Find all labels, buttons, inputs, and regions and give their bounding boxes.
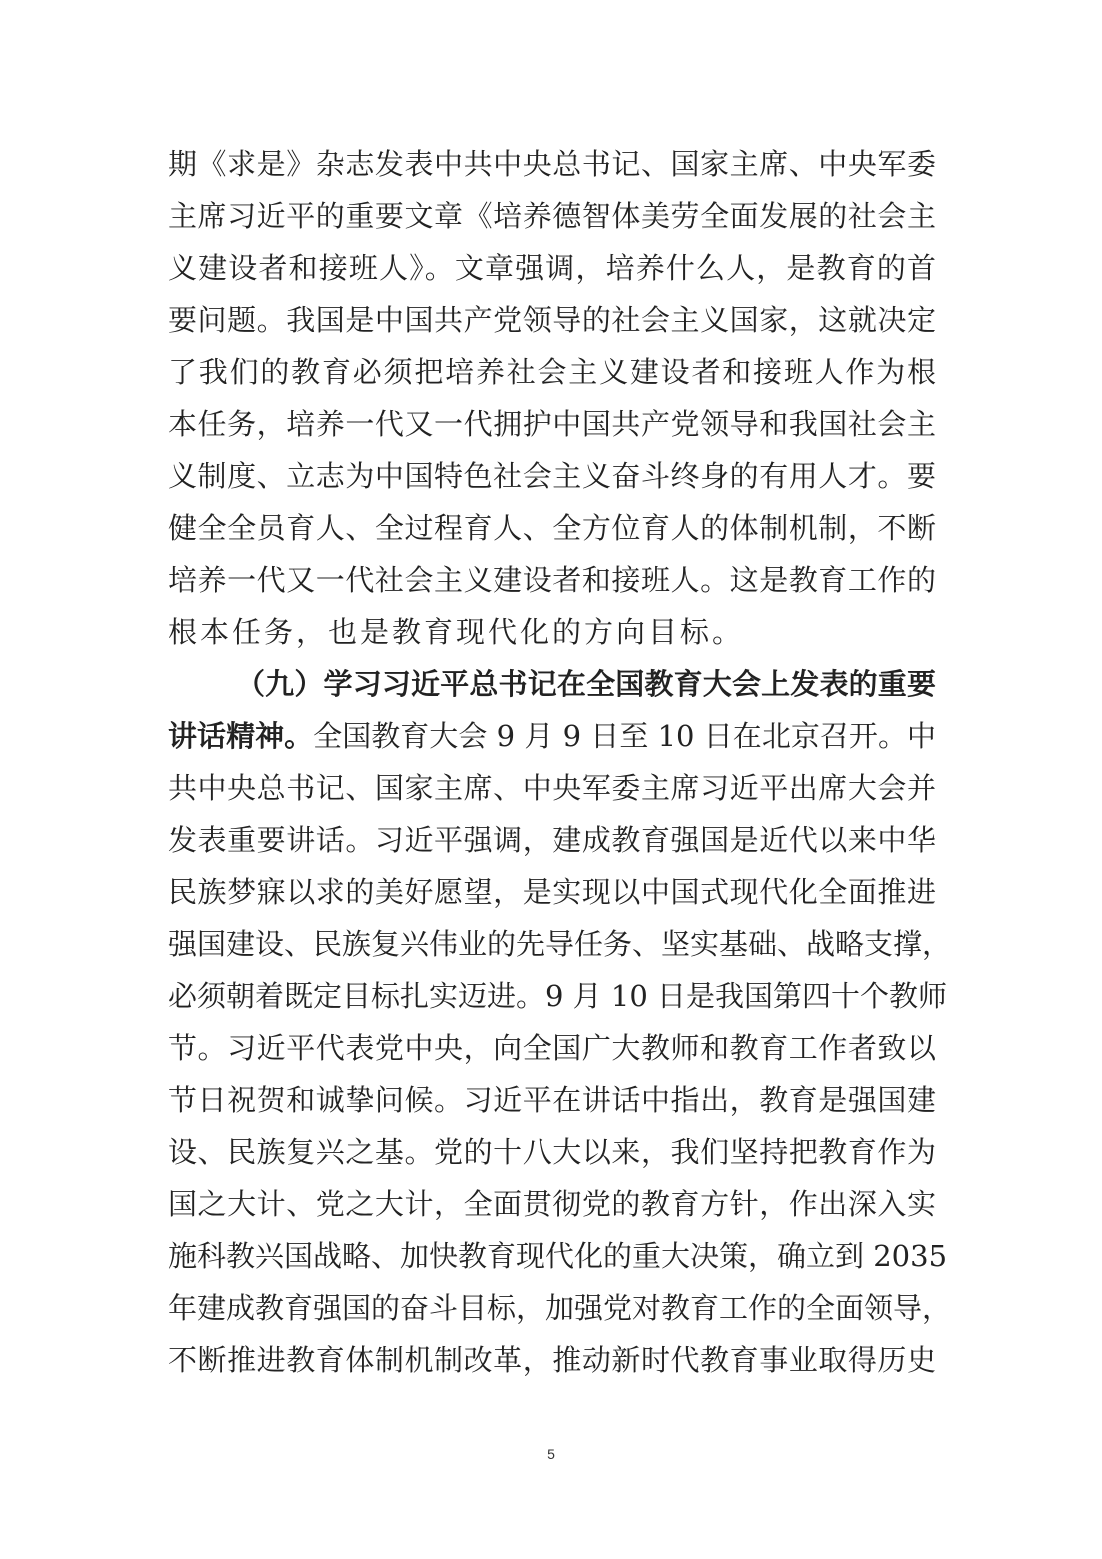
body-line: 国之大计、党之大计，全面贯彻党的教育方针，作出深入实 bbox=[168, 1187, 936, 1221]
body-line: 施科教兴国战略、加快教育现代化的重大决策，确立到 2035 bbox=[168, 1239, 948, 1273]
body-line: 主席习近平的重要文章《培养德智体美劳全面发展的社会主 bbox=[168, 199, 936, 233]
body-line: 民族梦寐以求的美好愿望，是实现以中国式现代化全面推进 bbox=[168, 875, 936, 909]
page-number: 5 bbox=[547, 1446, 555, 1462]
body-line: 本任务，培养一代又一代拥护中国共产党领导和我国社会主 bbox=[168, 407, 936, 441]
body-line: 了我们的教育必须把培养社会主义建设者和接班人作为根 bbox=[168, 355, 936, 389]
body-line: 义制度、立志为中国特色社会主义奋斗终身的有用人才。要 bbox=[168, 459, 936, 493]
body-line: 必须朝着既定目标扎实迈进。9 月 10 日是我国第四十个教师 bbox=[168, 979, 948, 1013]
body-line: 节日祝贺和诚挚问候。习近平在讲话中指出，教育是强国建 bbox=[168, 1083, 936, 1117]
section-heading-end: 讲话精神。 bbox=[168, 719, 314, 753]
section-heading-continuation bbox=[168, 714, 936, 758]
body-line: 要问题。我国是中国共产党领导的社会主义国家，这就决定 bbox=[168, 303, 936, 337]
body-line: 义建设者和接班人》。文章强调，培养什么人，是教育的首 bbox=[168, 251, 936, 285]
body-line: 节。习近平代表党中央，向全国广大教师和教育工作者致以 bbox=[168, 1031, 936, 1065]
body-line: 设、民族复兴之基。党的十八大以来，我们坚持把教育作为 bbox=[168, 1135, 936, 1169]
section-heading: （九）学习习近平总书记在全国教育大会上发表的重要 bbox=[236, 667, 936, 701]
body-text: 全国教育大会 9 月 9 日至 10 日在北京召开。中 bbox=[313, 719, 936, 753]
body-line: 强国建设、民族复兴伟业的先导任务、坚实基础、战略支撑， bbox=[168, 927, 952, 961]
body-line: 健全全员育人、全过程育人、全方位育人的体制机制，不断 bbox=[168, 511, 936, 545]
body-line: 期《求是》杂志发表中共中央总书记、国家主席、中央军委 bbox=[168, 147, 936, 181]
body-line: 培养一代又一代社会主义建设者和接班人。这是教育工作的 bbox=[168, 563, 936, 597]
body-line: 发表重要讲话。习近平强调，建成教育强国是近代以来中华 bbox=[168, 823, 936, 857]
body-line: 共中央总书记、国家主席、中央军委主席习近平出席大会并 bbox=[168, 771, 936, 805]
body-line: 不断推进教育体制机制改革，推动新时代教育事业取得历史 bbox=[168, 1343, 936, 1377]
body-line: 年建成教育强国的奋斗目标，加强党对教育工作的全面领导， bbox=[168, 1291, 952, 1325]
body-line: 根本任务，也是教育现代化的方向目标。 bbox=[168, 615, 745, 649]
